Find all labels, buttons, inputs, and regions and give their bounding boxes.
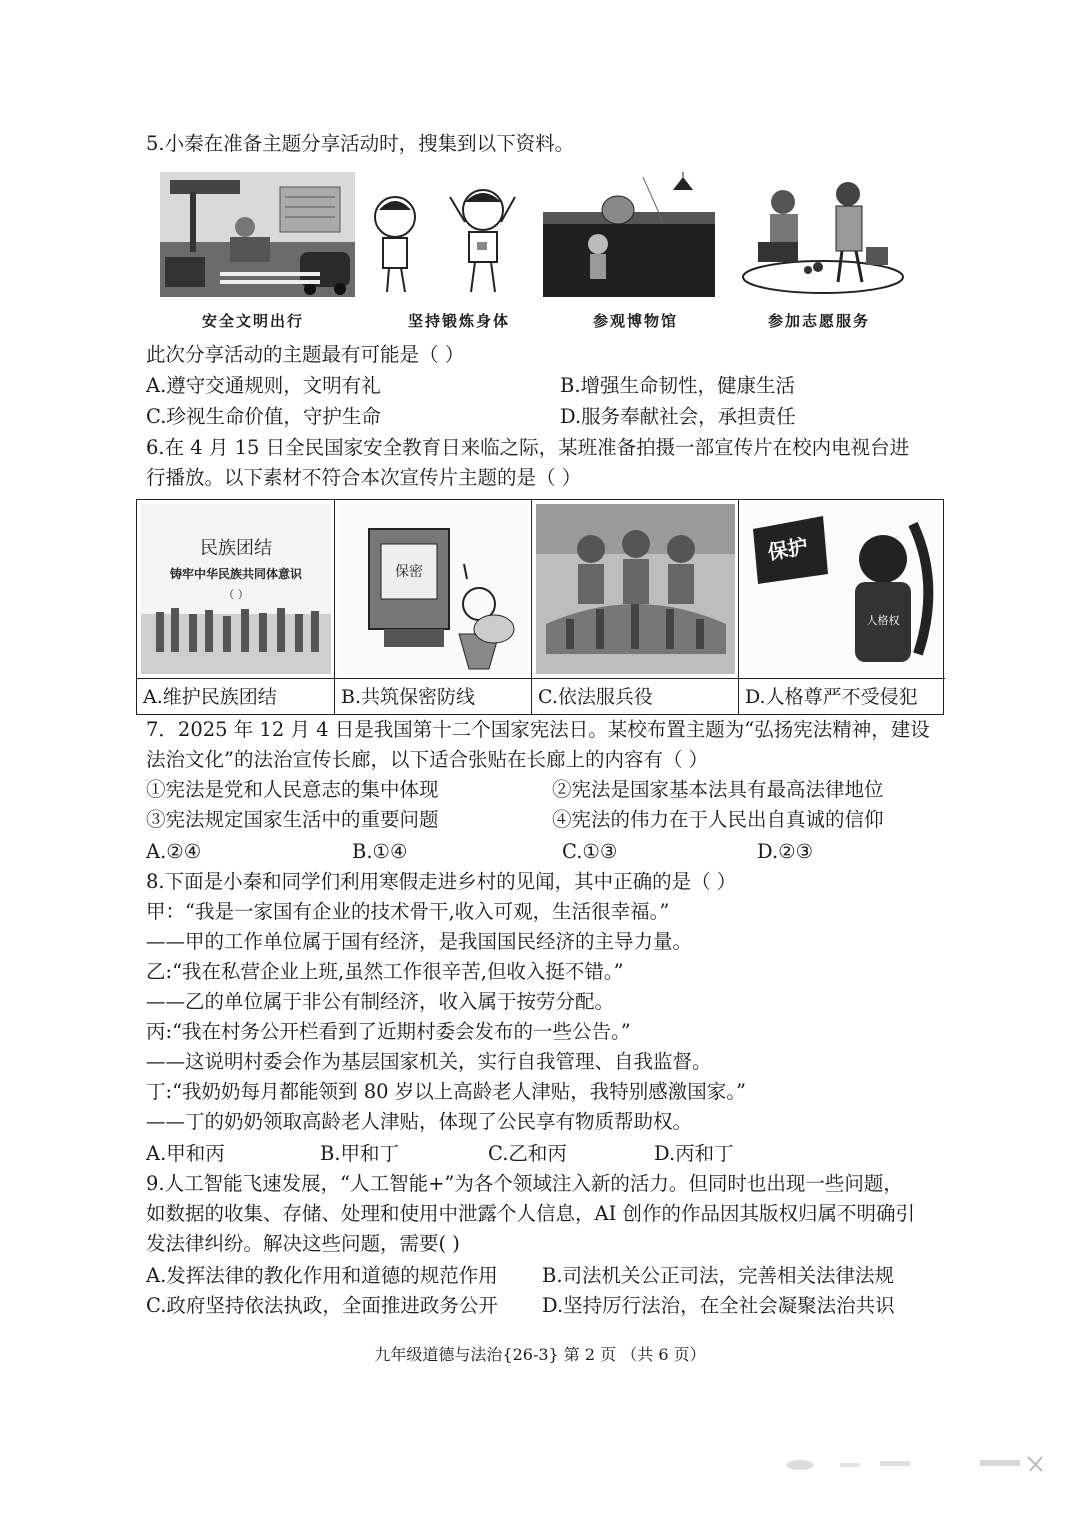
protect-label-text: 保护 [766,533,810,565]
ethnic-unity-image [141,504,330,674]
q8-jia: 甲：“我是一家国有企业的技术骨干,收入可观，生活很幸福。” [146,900,670,923]
personality-rights-image [743,504,941,674]
secrecy-label-text: 保密 [395,564,423,580]
volunteer-service-image [738,172,908,297]
q8-ding: 丁:“我奶奶每月都能领到 80 岁以上高龄老人津贴，我特别感激国家。” [146,1080,746,1103]
q9-option-d: D.坚持厉行法治，在全社会凝聚法治共识 [542,1294,895,1317]
q6-stem-line1: 6.在 4 月 15 日全民国家安全教育日来临之际，某班准备拍摄一部宣传片在校内电视台进 [146,436,910,459]
q5-question: 此次分享活动的主题最有可能是（ ） [146,343,465,366]
q6-cell-a [137,500,335,714]
q8-option-c: C.乙和丙 [488,1142,567,1165]
q9-stem-line1: 9.人工智能飞速发展，“人工智能+”为各个领域注入新的活力。但同时也出现一些问题， [146,1172,903,1195]
unity-paren-text: （ ） [223,588,249,601]
q8-bing-comment: ——这说明村委会作为基层国家机关，实行自我管理、自我监督。 [146,1050,712,1073]
q9-option-a: A.发挥法律的教化作用和道德的规范作用 [146,1264,498,1287]
q6-image-table [136,499,944,715]
secrecy-image [339,504,527,674]
q9-stem-line3: 发法律纠纷。解决这些问题，需要( ) [146,1232,460,1255]
q7-option-a: A.②④ [146,840,202,863]
q6-cell-c [532,500,739,714]
q6-cell-b [335,500,532,714]
q8-ding-comment: ——丁的奶奶领取高龄老人津贴，体现了公民享有物质帮助权。 [146,1110,693,1133]
q9-option-b: B.司法机关公正司法，完善相关法律法规 [542,1264,895,1287]
fig3-caption: 参观博物馆 [593,312,679,330]
q7-item-4: ④宪法的伟力在于人民出自真诚的信仰 [552,808,884,831]
q8-yi: 乙:“我在私营企业上班,虽然工作很辛苦,但收入挺不错。” [146,960,624,983]
page-footer: 九年级道德与法治{26-3} 第 2 页 （共 6 页） [374,1345,706,1364]
q8-option-a: A.甲和丙 [146,1142,225,1165]
q7-item-2: ②宪法是国家基本法具有最高法律地位 [552,778,884,801]
museum-visit-image [543,172,715,297]
q5-option-c: C.珍视生命价值，守护生命 [146,405,381,428]
q9-option-c: C.政府坚持依法执政，全面推进政务公开 [146,1294,498,1317]
q5-option-d: D.服务奉献社会，承担责任 [560,405,796,428]
q8-option-b: B.甲和丁 [320,1142,400,1165]
q8-jia-comment: ——甲的工作单位属于国有经济，是我国国民经济的主导力量。 [146,930,693,953]
exercise-kids-image [365,172,530,297]
q5-option-b: B.增强生命韧性，健康生活 [560,374,796,397]
q7-stem-line1: 7．2025 年 12 月 4 日是我国第十二个国家宪法日。某校布置主题为“弘扬宪法精神，建设 [146,718,930,741]
q9-stem-line2: 如数据的收集、存储、处理和使用中泄露个人信息，AI 创作的作品因其版权归属不明确引 [146,1202,915,1225]
fig4-caption: 参加志愿服务 [768,312,871,330]
q6-caption-c: C.依法服兵役 [532,678,738,715]
q6-cell-d [739,500,945,714]
traffic-scene-image [160,172,355,297]
q5-figures [160,172,920,332]
q6-caption-d: D.人格尊严不受侵犯 [739,678,945,715]
fig1-caption: 安全文明出行 [202,312,305,330]
q7-item-3: ③宪法规定国家生活中的重要问题 [146,808,439,831]
q5-option-a: A.遵守交通规则，文明有礼 [146,374,381,397]
q7-option-b: B.①④ [352,840,408,863]
q6-stem-line2: 行播放。以下素材不符合本次宣传片主题的是（ ） [146,466,582,489]
scan-smudge [780,1455,1050,1475]
q8-bing: 丙:“我在村务公开栏看到了近期村委会发布的一些公告。” [146,1020,631,1043]
q7-stem-line2: 法治文化”的法治宣传长廊，以下适合张贴在长廊上的内容有（ ） [146,748,709,771]
q7-option-c: C.①③ [562,840,618,863]
unity-title-text: 民族团结 [200,538,272,559]
q6-caption-b: B.共筑保密防线 [335,678,531,715]
q7-item-1: ①宪法是党和人民意志的集中体现 [146,778,439,801]
q8-yi-comment: ——乙的单位属于非公有制经济，收入属于按劳分配。 [146,990,615,1013]
fig2-caption: 坚持锻炼身体 [408,312,511,330]
q8-stem: 8.下面是小秦和同学们利用寒假走进乡村的见闻，其中正确的是（ ） [146,870,737,893]
unity-subtitle-text: 铸牢中华民族共同体意识 [169,567,303,581]
rights-label-text: 人格权 [866,614,900,627]
q8-option-d: D.丙和丁 [654,1142,734,1165]
military-service-image [536,504,734,674]
q7-option-d: D.②③ [757,840,814,863]
q5-stem: 5.小秦在准备主题分享活动时，搜集到以下资料。 [146,132,575,155]
q6-caption-a: A.维护民族团结 [137,678,334,715]
